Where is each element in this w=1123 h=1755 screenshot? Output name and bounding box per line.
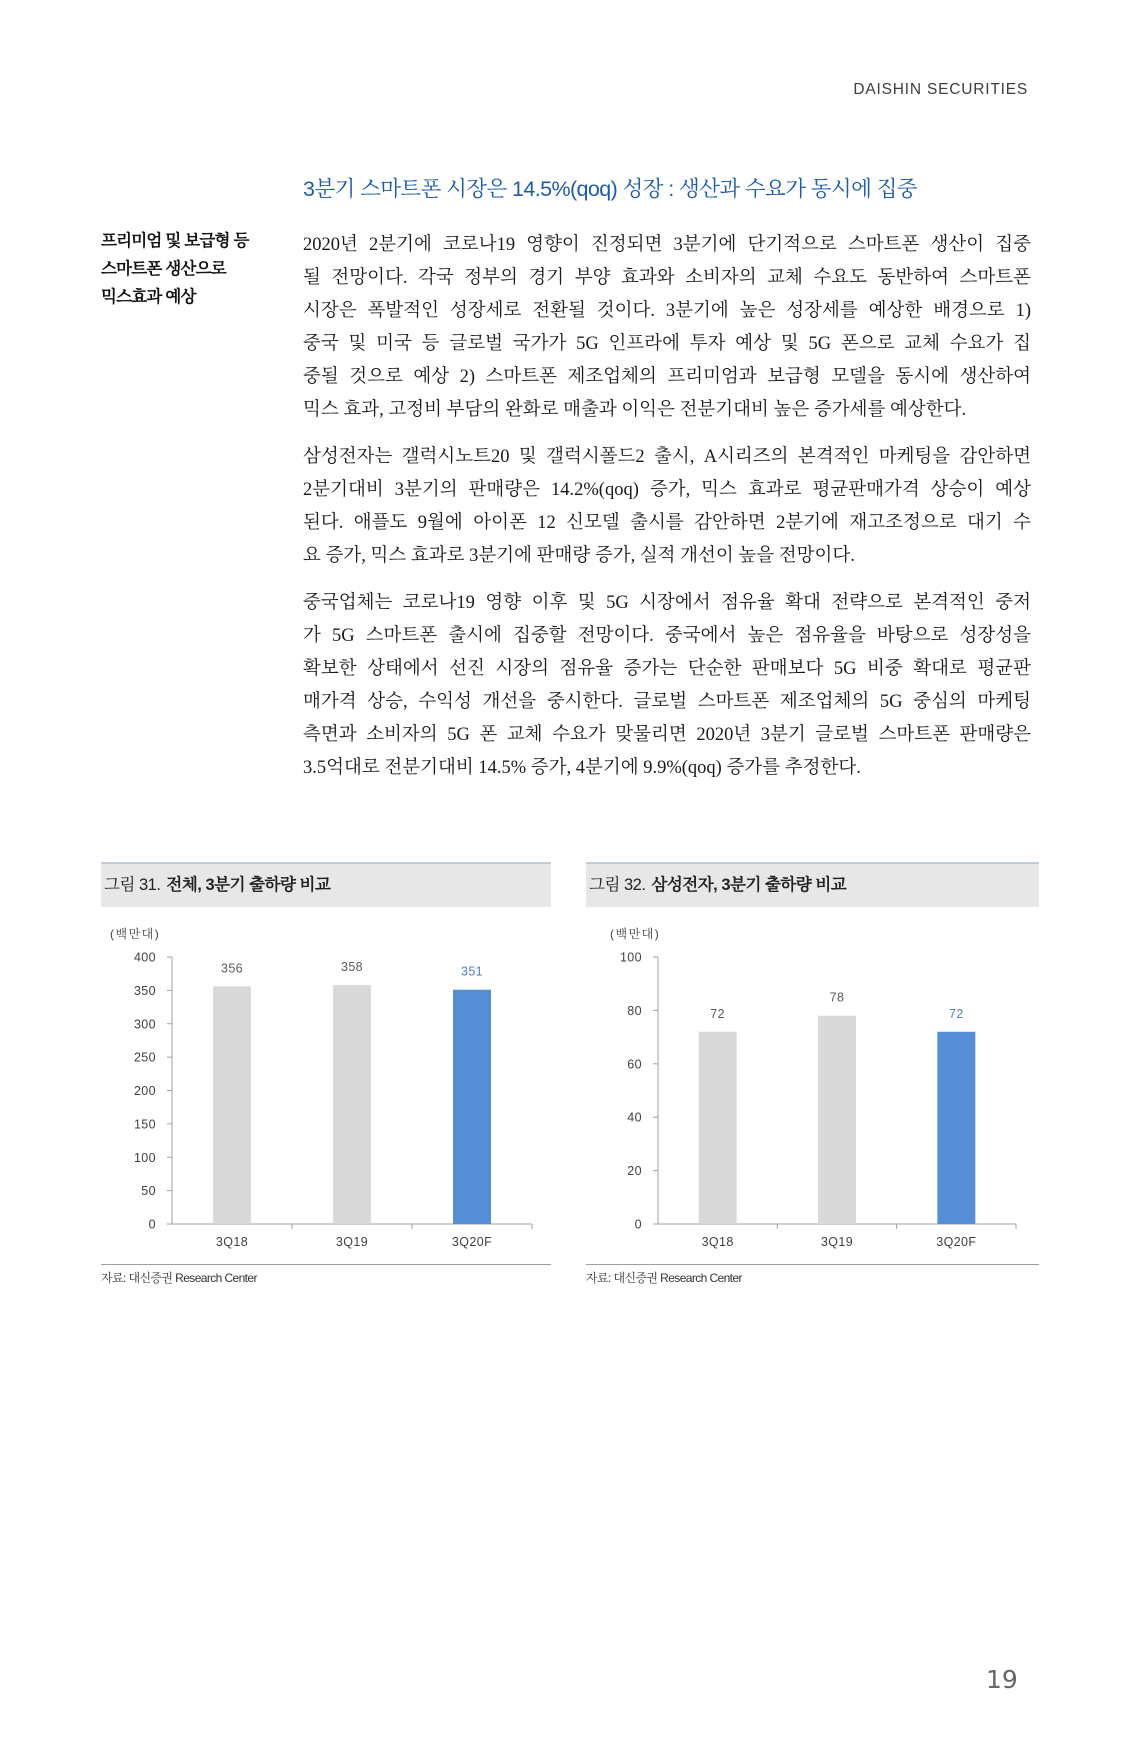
body-line: 삼성전자는 갤럭시노트20 및 갤럭시폴드2 출시, A시리즈의 본격적인 마케팅을 감안하면: [303, 447, 1031, 467]
body-paragraph: [303, 441, 1031, 573]
y-tick-label: 60: [627, 1057, 642, 1072]
body-line: 측면과 소비자의 5G 폰 교체 수요가 맞물리면 2020년 3분기 글로벌 스마트폰 판매량은: [303, 725, 1031, 745]
body-text: [303, 229, 1031, 785]
data-label: 78: [829, 990, 845, 1005]
figure-label: 그림 31.: [104, 876, 161, 894]
axis-unit-label: (백만대): [610, 927, 661, 941]
y-tick-label: 150: [133, 1117, 156, 1132]
data-label: 356: [220, 961, 244, 976]
figure-label: 그림 32.: [589, 876, 646, 894]
x-tick-label: 3Q18: [701, 1235, 734, 1249]
body-paragraph: [303, 587, 1031, 785]
sidebar-line: 스마트폰 생산으로: [101, 260, 226, 278]
y-tick-label: 0: [634, 1217, 642, 1232]
body-line: 중될 것으로 예상 2) 스마트폰 제조업체의 프리미엄과 보급형 모델을 동시에 생산하여: [303, 367, 1031, 387]
data-label: 72: [710, 1006, 726, 1021]
page-number: 19: [986, 1665, 1018, 1694]
y-tick-label: 50: [141, 1184, 156, 1199]
figure-bottom-rule: [101, 1264, 551, 1265]
body-paragraph: [303, 229, 1031, 427]
x-tick-label: 3Q20F: [451, 1235, 493, 1249]
body-line: 2020년 2분기에 코로나19 영향이 진정되면 3분기에 단기적으로 스마트폰 생산이 집중: [303, 235, 1031, 255]
y-tick-label: 40: [627, 1110, 642, 1125]
x-tick-label: 3Q20F: [936, 1235, 977, 1249]
y-tick-label: 20: [627, 1164, 642, 1179]
body-line: 2분기대비 3분기의 판매량은 14.2%(qoq) 증가, 믹스 효과로 평균판매가격 상승이 예상: [303, 480, 1031, 500]
figure-title: 삼성전자, 3분기 출하량 비교: [651, 876, 847, 894]
figure-caption: [586, 862, 1039, 907]
bar: [333, 985, 371, 1224]
y-tick-label: 100: [133, 1150, 156, 1165]
y-tick-label: 200: [133, 1084, 156, 1098]
sidebar-line: 믹스효과 예상: [101, 288, 196, 306]
body-line: 중국 및 미국 등 글로벌 국가가 5G 인프라에 투자 예상 및 5G 폰으로 교체 수요가 집: [303, 334, 1031, 354]
figure-title: 전체, 3분기 출하량 비교: [166, 876, 331, 894]
figure-bottom-rule: [586, 1264, 1039, 1265]
data-label: 72: [948, 1006, 964, 1021]
x-tick-label: 3Q19: [335, 1235, 369, 1249]
bar: [937, 1032, 975, 1224]
x-tick-label: 3Q18: [215, 1235, 249, 1249]
y-tick-label: 300: [133, 1017, 156, 1032]
figure-32: [586, 862, 1039, 1286]
data-label: 358: [340, 960, 364, 975]
bar-chart: [101, 907, 551, 1264]
sidebar-note: [101, 227, 291, 311]
y-tick-label: 250: [133, 1050, 156, 1065]
brand-header: DAISHIN SECURITIES: [853, 81, 1028, 98]
y-tick-label: 0: [148, 1217, 156, 1232]
bar: [453, 990, 491, 1224]
body-line: 중국업체는 코로나19 영향 이후 및 5G 시장에서 점유율 확대 전략으로 본격적인 중저: [303, 593, 1031, 613]
bar: [213, 986, 251, 1224]
figure-31: [101, 862, 551, 1286]
axis-unit-label: (백만대): [110, 927, 161, 941]
figure-source: 자료: 대신증권 Research Center: [101, 1271, 257, 1285]
body-line: 3.5억대로 전분기대비 14.5% 증가, 4분기에 9.9%(qoq) 증가를 추정한다.: [303, 758, 861, 778]
body-line: 확보한 상태에서 선진 시장의 점유율 증가는 단순한 판매보다 5G 비중 확대로 평균판: [303, 659, 1031, 679]
sidebar-line: 프리미엄 및 보급형 등: [101, 232, 249, 250]
figure-caption: [101, 862, 551, 907]
body-line: 요 증가, 믹스 효과로 3분기에 판매량 증가, 실적 개선이 높을 전망이다.: [303, 546, 855, 566]
figure-source: 자료: 대신증권 Research Center: [586, 1271, 742, 1285]
bar: [818, 1016, 856, 1224]
y-tick-label: 100: [619, 950, 642, 965]
y-tick-label: 80: [627, 1003, 642, 1018]
y-tick-label: 400: [133, 950, 156, 965]
bar-chart: [586, 907, 1039, 1264]
body-line: 시장은 폭발적인 성장세로 전환될 것이다. 3분기에 높은 성장세를 예상한 배경으로 1): [303, 301, 1031, 321]
section-heading: 3분기 스마트폰 시장은 14.5%(qoq) 성장 : 생산과 수요가 동시에 집중: [303, 177, 917, 201]
bar: [699, 1032, 737, 1224]
body-line: 된다. 애플도 9월에 아이폰 12 신모델 출시를 감안하면 2분기에 재고조정으로 대기 수: [303, 513, 1031, 533]
body-line: 믹스 효과, 고정비 부담의 완화로 매출과 이익은 전분기대비 높은 증가세를 예상한다.: [303, 400, 967, 420]
data-label: 351: [460, 964, 484, 979]
x-tick-label: 3Q19: [820, 1235, 854, 1249]
body-line: 될 전망이다. 각국 정부의 경기 부양 효과와 소비자의 교체 수요도 동반하여 스마트폰: [303, 268, 1031, 288]
y-tick-label: 350: [133, 983, 156, 998]
body-line: 매가격 상승, 수익성 개선을 중시한다. 글로벌 스마트폰 제조업체의 5G 중심의 마케팅: [303, 692, 1031, 712]
body-line: 가 5G 스마트폰 출시에 집중할 전망이다. 중국에서 높은 점유율을 바탕으로 성장성을: [303, 626, 1031, 646]
